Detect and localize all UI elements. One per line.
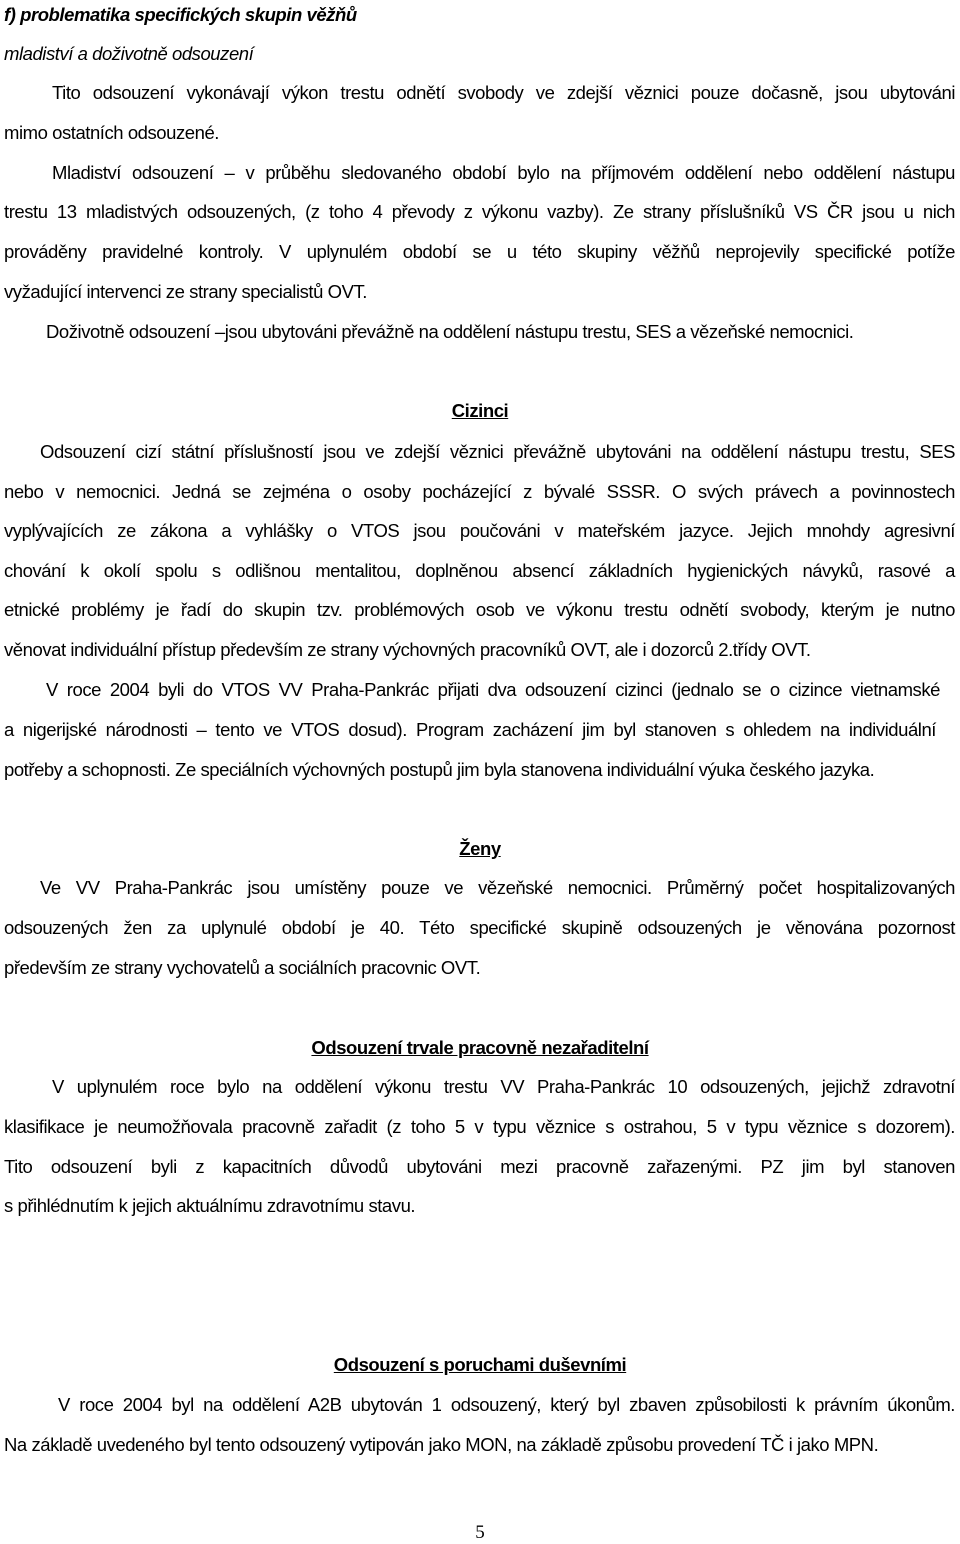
paragraph-line: především ze strany vychovatelů a sociálních pracovnic OVT. xyxy=(4,957,481,978)
paragraph-line: V roce 2004 byl na oddělení A2B ubytován 1 odsouzený, který byl zbaven způsobilosti k právním úkonům. xyxy=(58,1394,955,1415)
paragraph-line: etnické problémy je řadí do skupin tzv. problémových osob ve výkonu trestu odnětí svobody, kterým je nutno xyxy=(4,599,955,620)
paragraph-line: chování k okolí spolu s odlišnou mentalitou, doplněnou absencí základních hygienických návyků, rasové a xyxy=(4,560,955,581)
paragraph-line: Ve VV Praha-Pankrác jsou umístěny pouze ve vězeňské nemocnici. Průměrný počet hospitalizovaných xyxy=(40,877,955,898)
paragraph-line: Tito odsouzení vykonávají výkon trestu odnětí svobody ve zdejší věznici pouze dočasně, jsou ubytováni xyxy=(52,82,955,103)
paragraph-line: V uplynulém roce bylo na oddělení výkonu trestu VV Praha-Pankrác 10 odsouzených, jejichž zdravotní xyxy=(52,1076,955,1097)
page-number: 5 xyxy=(475,1522,485,1543)
paragraph-line: vyplývajících ze zákona a vyhlášky o VTOS jsou poučováni v mateřském jazyce. Jejich mnohdy agresivní xyxy=(4,520,955,541)
paragraph-line: Mladiství odsouzení – v průběhu sledovaného období bylo na příjmovém oddělení nebo oddělení nástupu xyxy=(52,162,955,183)
paragraph-line: V roce 2004 byli do VTOS VV Praha-Pankrác přijati dva odsouzení cizinci (jednalo se o cizince vietnamské xyxy=(46,679,940,700)
paragraph-line: klasifikace je neumožňovala pracovně zařadit (z toho 5 v typu věznice s ostrahou, 5 v typu věznice s dozorem). xyxy=(4,1116,955,1137)
paragraph-line: odsouzených žen za uplynulé období je 40. Této specifické skupině odsouzených je věnována pozornost xyxy=(4,917,955,938)
paragraph-line: trestu 13 mladistvých odsouzených, (z toho 4 převody z výkonu vazby). Ze strany příslušníků VS ČR jsou u nich xyxy=(4,201,955,222)
subheading-juveniles-lifers: mladiství a doživotně odsouzení xyxy=(4,43,254,64)
paragraph-line: věnovat individuální přístup především ze strany výchovných pracovníků OVT, ale i dozorců 2.třídy OVT. xyxy=(4,639,811,660)
paragraph-line: Na základě uvedeného byl tento odsouzený vytipován jako MON, na základě způsobu provedení TČ i jako MPN. xyxy=(4,1434,879,1455)
section-heading-cizinci: Cizinci xyxy=(451,400,509,421)
paragraph-line: Doživotně odsouzení –jsou ubytováni převážně na oddělení nástupu trestu, SES a vězeňské nemocnici. xyxy=(46,321,854,342)
paragraph-line: Odsouzení cizí státní příslušností jsou ve zdejší věznici převážně ubytováni na oddělení nástupu trestu, SES xyxy=(40,441,955,462)
paragraph-line: mimo ostatních odsouzené. xyxy=(4,122,219,143)
section-heading-zeny: Ženy xyxy=(459,838,501,859)
paragraph-line: Tito odsouzení byli z kapacitních důvodů ubytováni mezi pracovně zařazenými. PZ jim byl stanoven xyxy=(4,1156,955,1177)
paragraph-line: vyžadující intervenci ze strany specialistů OVT. xyxy=(4,281,367,302)
paragraph-line: s přihlédnutím k jejich aktuálnímu zdravotnímu stavu. xyxy=(4,1195,416,1216)
section-heading-poruchy: Odsouzení s poruchami duševními xyxy=(333,1354,627,1375)
paragraph-line: prováděny pravidelné kontroly. V uplynulém období se u této skupiny věžňů neprojevily specifické potíže xyxy=(4,241,955,262)
paragraph-line: nebo v nemocnici. Jedná se zejména o osoby pocházející z bývalé SSSR. O svých právech a povinnostech xyxy=(4,481,955,502)
section-heading-f: f) problematika specifických skupin věžňů xyxy=(4,4,357,25)
paragraph-line: potřeby a schopnosti. Ze speciálních výchovných postupů jim byla stanovena individuální výuka českého jazyka. xyxy=(4,759,875,780)
paragraph-line: a nigerijské národnosti – tento ve VTOS dosud). Program zacházení jim byl stanoven s ohledem na individuální xyxy=(4,719,936,740)
section-heading-nezaraditelni: Odsouzení trvale pracovně nezařaditelní xyxy=(311,1037,649,1058)
